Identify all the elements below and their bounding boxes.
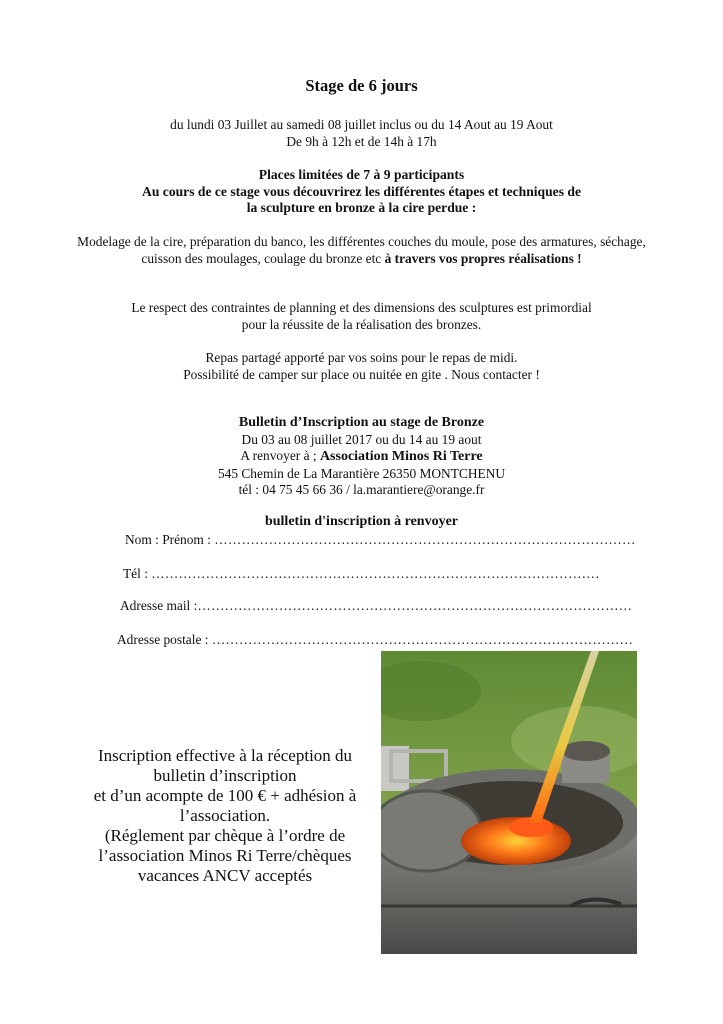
modelage-text: Modelage de la cire, préparation du banco, les différentes couches du moule, pose des armatures, séchage, cuisson des moulages, coulage du bronze etc [77, 234, 646, 266]
hours-line: De 9h à 12h et de 14h à 17h [286, 133, 437, 149]
places-block [0, 167, 723, 217]
bulletin-contact[interactable]: tél : 04 75 45 66 36 / la.marantiere@orange.fr [238, 482, 485, 497]
stage-description-line: la sculpture en bronze à la cire perdue : [246, 200, 477, 215]
postal-address-label: Adresse postale : [117, 632, 212, 647]
repas-line: Repas partagé apporté par vos soins pour le repas de midi. [205, 350, 518, 365]
respect-line: pour la réussite de la réalisation des bronzes. [241, 316, 482, 332]
inscription-conditions [70, 746, 380, 886]
inscription-line: Inscription effective à la réception du [97, 746, 353, 765]
inscription-line: (Réglement par chèque à l’ordre de [104, 826, 346, 845]
repas-paragraph [0, 350, 723, 383]
bulletin-block [0, 415, 723, 499]
bulletin-send-to [0, 448, 723, 466]
email-label: Adresse mail : [120, 598, 198, 613]
tel-dots[interactable]: ……………………………………………………………………………………… [151, 566, 600, 581]
send-prefix: A renvoyer à ; [240, 448, 320, 463]
postal-address-field[interactable] [117, 632, 633, 648]
respect-paragraph [0, 300, 723, 333]
tel-field[interactable] [123, 566, 600, 582]
camping-line: Possibilité de camper sur place ou nuitée en gite . Nous contacter ! [183, 366, 540, 382]
postal-address-dots[interactable]: ………………………………………………………………………………… [211, 632, 634, 647]
bulletin-dates: Du 03 au 08 juillet 2017 ou du 14 au 19 aout [241, 431, 482, 447]
inscription-line: et d’un acompte de 100 € + adhésion à [93, 786, 357, 805]
bronze-casting-photo [381, 651, 637, 954]
inscription-line: l’association. [179, 806, 271, 825]
inscription-line: l’association Minos Ri Terre/chèques [98, 846, 352, 865]
email-dots[interactable]: …………………………………………………………………………………… [197, 598, 633, 613]
respect-line: Le respect des contraintes de planning et des dimensions des sculptures est primordial [131, 300, 592, 315]
bulletin-title: Bulletin d’Inscription au stage de Bronze [238, 415, 485, 430]
inscription-line: bulletin d’inscription [153, 766, 297, 785]
modelage-bold: à travers vos propres réalisations ! [384, 250, 582, 266]
page-title: Stage de 6 jours [305, 76, 418, 95]
dates-line: du lundi 03 Juillet au samedi 08 juillet inclus ou du 14 Aout au 19 Aout [170, 117, 553, 132]
tel-label: Tél : [123, 566, 152, 581]
bulletin-address: 545 Chemin de La Marantière 26350 MONTCHENU [217, 465, 506, 481]
inscription-line: vacances ANCV acceptés [137, 866, 313, 885]
nom-prenom-label: Nom : Prénom : [125, 532, 215, 547]
furnace-illustration [381, 651, 637, 954]
places-limit: Places limitées de 7 à 9 participants [258, 167, 465, 182]
nom-prenom-field[interactable] [125, 532, 636, 548]
lid [381, 791, 481, 871]
email-field[interactable] [120, 598, 632, 614]
form-heading: bulletin d'inscription à renvoyer [264, 514, 459, 529]
stage-description-line: Au cours de ce stage vous découvrirez les différentes étapes et techniques de [142, 183, 581, 199]
association-name: Association Minos Ri Terre [319, 449, 483, 464]
dates-block [0, 117, 723, 150]
nom-prenom-dots[interactable]: ………………………………………………………………………………… [214, 532, 636, 547]
modelage-paragraph [60, 234, 663, 267]
